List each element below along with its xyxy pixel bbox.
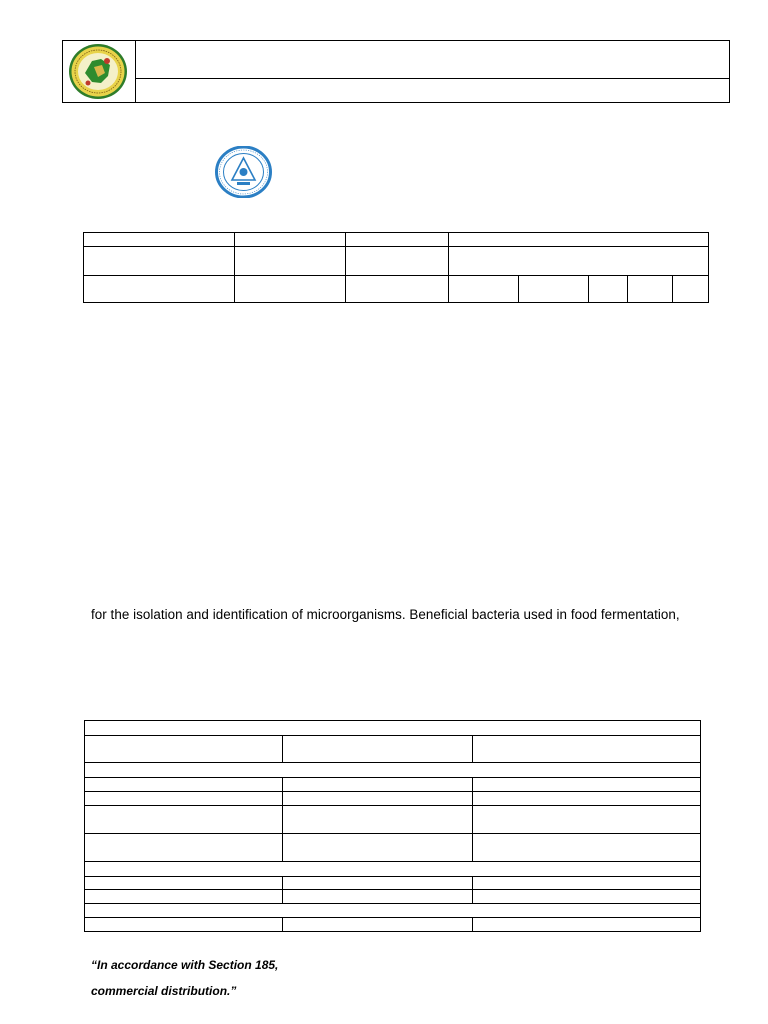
header-row-divider (135, 78, 729, 79)
table-cell (473, 834, 701, 862)
table-cell (449, 276, 519, 303)
table-row (85, 918, 701, 932)
table-cell (473, 877, 701, 890)
table-cell (673, 276, 709, 303)
table-cell (473, 792, 701, 806)
table-cell (84, 247, 235, 276)
table-cell (235, 276, 346, 303)
table-row (85, 721, 701, 736)
table-cell (346, 276, 449, 303)
table-cell (283, 778, 473, 792)
table-cell (449, 247, 709, 276)
table-row (85, 890, 701, 904)
table-cell (346, 233, 449, 247)
table-cell (85, 721, 701, 736)
table-cell (85, 806, 283, 834)
content-table (84, 720, 701, 932)
table-cell (473, 778, 701, 792)
table-cell (473, 890, 701, 904)
table-row (85, 904, 701, 918)
table-cell (85, 778, 283, 792)
table-cell (473, 918, 701, 932)
table-row (85, 792, 701, 806)
table-cell (85, 904, 701, 918)
table-cell (589, 276, 628, 303)
table-cell (85, 918, 283, 932)
table-cell (85, 877, 283, 890)
table-cell (283, 877, 473, 890)
table-cell (235, 233, 346, 247)
table-row (85, 806, 701, 834)
table-cell (473, 806, 701, 834)
table-row (85, 736, 701, 763)
table-cell (283, 792, 473, 806)
table-cell (283, 736, 473, 763)
table-row (85, 877, 701, 890)
table-cell (85, 736, 283, 763)
table-cell (283, 834, 473, 862)
table-cell (235, 247, 346, 276)
table-cell (628, 276, 673, 303)
table-cell (283, 890, 473, 904)
body-paragraph-line: for the isolation and identification of microorganisms. Beneficial bacteria used in food fermentation, (91, 607, 680, 622)
university-seal-icon (68, 43, 128, 100)
document-header (62, 40, 730, 103)
college-logo-icon (215, 146, 272, 198)
table-cell (346, 247, 449, 276)
table-cell (84, 233, 235, 247)
table-cell (85, 792, 283, 806)
table-cell (84, 276, 235, 303)
course-info-table (83, 232, 709, 303)
table-row (84, 247, 709, 276)
table-row (85, 862, 701, 877)
table-cell (449, 233, 709, 247)
table-cell (283, 918, 473, 932)
table-row (84, 276, 709, 303)
table-cell (85, 890, 283, 904)
table-cell (283, 806, 473, 834)
footer-quote-line-2: commercial distribution.” (91, 984, 237, 998)
table-cell (85, 834, 283, 862)
table-row (85, 763, 701, 778)
table-row (85, 778, 701, 792)
table-cell (473, 736, 701, 763)
header-logo-cell (63, 41, 136, 102)
table-cell (85, 862, 701, 877)
footer-quote-line-1: “In accordance with Section 185, (91, 958, 279, 972)
table-cell (519, 276, 589, 303)
table-cell (85, 763, 701, 778)
table-row (85, 834, 701, 862)
table-row (84, 233, 709, 247)
